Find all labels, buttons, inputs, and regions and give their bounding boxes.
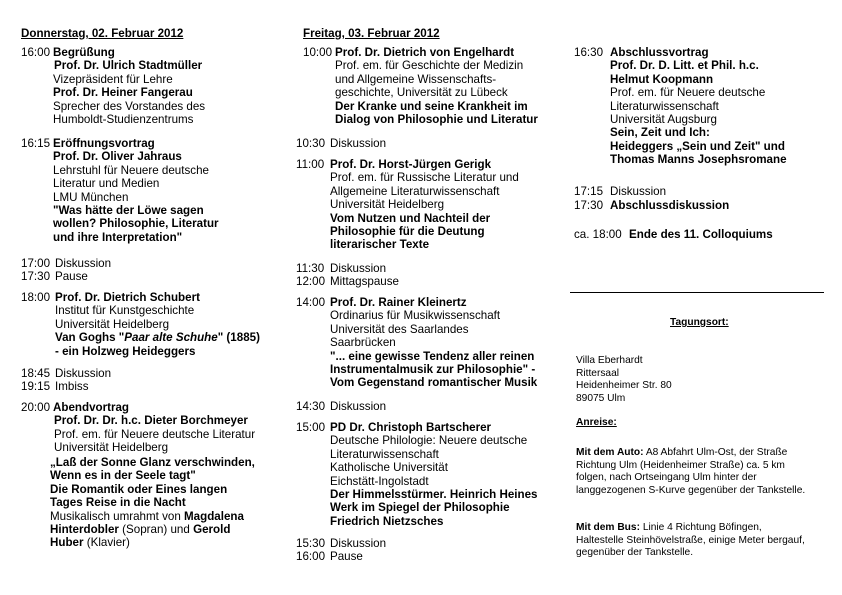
entry-time: 11:30 <box>296 262 325 275</box>
entry-line: Musikalisch umrahmt von Magdalena <box>50 509 244 523</box>
entry-time: 17:00 <box>21 257 51 270</box>
venue-title: Tagungsort: <box>670 317 729 328</box>
entry-line: Universität Heidelberg <box>54 441 169 455</box>
address-line: 89075 Ulm <box>576 392 626 404</box>
travel-heading: Anreise: <box>576 417 617 428</box>
entry-line: Begrüßung <box>53 46 115 59</box>
entry-line: Die Romantik oder Eines langen <box>50 482 228 496</box>
travel-title <box>576 417 617 430</box>
bus-line: Haltestelle Steinhövelstraße, einige Meter bergauf, <box>576 534 805 546</box>
schedule-entry <box>296 537 386 550</box>
schedule-entry <box>296 550 363 563</box>
entry-line: "... eine gewisse Tendenz aller reinen <box>330 349 535 363</box>
entry-line: Katholische Universität <box>330 461 448 475</box>
entry-line: Allgemeine Literaturwissenschaft <box>330 184 500 198</box>
entry-line: Lehrstuhl für Neuere deutsche <box>53 163 209 177</box>
venue-address <box>576 355 672 405</box>
schedule-entry <box>21 380 89 393</box>
entry-line: Sein, Zeit und Ich: <box>610 126 710 140</box>
entry-line: Prof. em. für Geschichte der Medizin <box>335 59 524 73</box>
schedule-entry <box>21 367 111 380</box>
entry-line: Vom Gegenstand romantischer Musik <box>330 376 538 390</box>
entry-line: Humboldt-Studienzentrums <box>53 113 194 127</box>
entry-line: Huber (Klavier) <box>50 536 130 550</box>
bus-line: Linie 4 Richtung Böfingen, <box>642 522 762 533</box>
day-heading: Donnerstag, 02. Februar 2012 <box>21 27 184 40</box>
entry-time: 17:30 <box>21 270 51 283</box>
entry-line: Diskussion <box>330 400 387 413</box>
schedule-entry <box>21 137 219 244</box>
entry-time: 20:00 <box>21 401 51 414</box>
car-line: langgezogenen S-Kurve gegenüber der Tankstelle. <box>576 484 806 496</box>
entry-line: Werk im Spiegel der Philosophie <box>330 501 510 515</box>
schedule-entry <box>21 401 255 455</box>
entry-line: Prof. Dr. Dietrich von Engelhardt <box>335 46 515 59</box>
schedule-entry <box>574 46 787 167</box>
entry-line: Pause <box>55 270 88 283</box>
schedule-entry <box>296 296 537 390</box>
entry-line: Prof. em. für Neuere deutsche <box>610 86 766 100</box>
entry-line: Van Goghs "Paar alte Schuhe" (1885) <box>55 331 260 345</box>
schedule-entry <box>21 46 205 126</box>
entry-time: 16:30 <box>574 46 604 59</box>
entry-line: Prof. em. für Neuere deutsche Literatur <box>54 427 256 441</box>
schedule-entry <box>296 275 399 288</box>
entry-line: Diskussion <box>55 257 112 270</box>
entry-time: 16:00 <box>296 550 326 563</box>
entry-line: Deutsche Philologie: Neuere deutsche <box>330 434 528 448</box>
section-divider <box>570 292 824 293</box>
address-line: Heidenheimer Str. 80 <box>576 380 672 392</box>
entry-line: Prof. em. für Russische Literatur und <box>330 171 519 185</box>
entry-time: 14:00 <box>296 296 326 309</box>
entry-time: 10:30 <box>296 137 326 150</box>
entry-line: Wenn es in der Seele tagt" <box>50 469 196 483</box>
entry-time: 11:00 <box>296 158 325 171</box>
schedule-entry <box>21 257 111 270</box>
entry-line: Eichstätt-Ingolstadt <box>330 474 429 488</box>
schedule-entry <box>574 228 773 241</box>
schedule-entry <box>21 291 260 358</box>
schedule-entry <box>574 199 729 212</box>
entry-line: Dialog von Philosophie und Literatur <box>335 113 538 127</box>
entry-line: Eröffnungsvortrag <box>53 137 155 150</box>
entry-line: Universität Heidelberg <box>330 198 445 212</box>
schedule-entry <box>296 262 386 275</box>
entry-line: Diskussion <box>610 185 667 198</box>
entry-line: Diskussion <box>330 537 387 550</box>
schedule-entry <box>296 400 386 413</box>
car-label: Mit dem Auto: <box>576 447 644 458</box>
entry-line: Hinterdobler (Sopran) und Gerold <box>50 523 231 537</box>
entry-line: Prof. Dr. Rainer Kleinertz <box>330 296 467 309</box>
entry-line: Abendvortrag <box>53 401 130 414</box>
entry-line: Abschlussvortrag <box>610 46 709 59</box>
entry-line: Ende des 11. Colloquiums <box>629 228 773 241</box>
schedule-entry <box>303 46 538 126</box>
entry-line: Helmut Koopmann <box>610 72 714 86</box>
entry-line: und ihre Interpretation" <box>53 230 183 244</box>
entry-line: Prof. Dr. Dietrich Schubert <box>55 291 200 304</box>
schedule-entry <box>296 421 537 528</box>
entry-time: 16:15 <box>21 137 51 150</box>
entry-line: Prof. Dr. Horst-Jürgen Gerigk <box>330 158 492 171</box>
entry-line: Pause <box>330 550 363 563</box>
entry-line: Sprecher des Vorstandes des <box>53 99 206 113</box>
entry-line: Literaturwissenschaft <box>330 447 439 461</box>
entry-line: und Allgemeine Wissenschafts- <box>335 72 497 86</box>
entry-line: Heideggers „Sein und Zeit" und <box>610 139 785 153</box>
schedule-entry <box>296 137 386 150</box>
day-heading: Freitag, 03. Februar 2012 <box>303 27 440 40</box>
entry-line: literarischer Texte <box>330 238 430 252</box>
entry-time: 17:15 <box>574 185 604 198</box>
entry-line: Diskussion <box>330 137 387 150</box>
entry-line: Imbiss <box>55 380 89 393</box>
entry-time: 18:45 <box>21 367 51 380</box>
entry-line: Der Himmelsstürmer. Heinrich Heines <box>330 488 538 502</box>
entry-line: Diskussion <box>55 367 112 380</box>
entry-line: Prof. Dr. Dr. h.c. Dieter Borchmeyer <box>54 414 248 428</box>
address-line: Villa Eberhardt <box>576 355 643 366</box>
entry-line: LMU München <box>53 190 129 204</box>
bus-line: gegenüber der Tankstelle. <box>576 547 694 559</box>
address-line: Rittersaal <box>576 367 620 379</box>
entry-line: Mittagspause <box>330 275 399 288</box>
entry-line: geschichte, Universität zu Lübeck <box>335 86 508 100</box>
entry-line: Institut für Kunstgeschichte <box>55 304 195 318</box>
schedule-entry <box>21 270 88 283</box>
entry-line: Universität Heidelberg <box>55 317 170 331</box>
schedule-entry-title <box>21 456 255 550</box>
entry-line: PD Dr. Christoph Bartscherer <box>330 421 492 434</box>
entry-time: 10:00 <box>303 46 333 59</box>
entry-time: 14:30 <box>296 400 326 413</box>
entry-line: Universität Augsburg <box>610 113 717 127</box>
entry-line: Instrumentalmusik zur Philosophie" - <box>330 363 536 377</box>
entry-line: Philosophie für die Deutung <box>330 225 485 239</box>
entry-line: Der Kranke und seine Krankheit im <box>335 99 528 113</box>
car-line: folgen, nach Ortseingang Ulm hinter der <box>576 472 757 484</box>
entry-line: "Was hätte der Löwe sagen <box>53 204 204 218</box>
entry-time: 15:30 <box>296 537 326 550</box>
travel-by-bus <box>576 522 805 560</box>
entry-line: Abschlussdiskussion <box>610 199 730 212</box>
entry-time: 18:00 <box>21 291 51 304</box>
entry-time: 17:30 <box>574 199 604 212</box>
bus-label: Mit dem Bus: <box>576 522 640 533</box>
entry-time: 12:00 <box>296 275 326 288</box>
entry-line: Prof. Dr. Ulrich Stadtmüller <box>54 59 203 73</box>
entry-time: ca. 18:00 <box>574 228 622 241</box>
entry-line: Literatur und Medien <box>53 177 160 191</box>
entry-line: Thomas Manns Josephsromane <box>610 153 787 167</box>
entry-line: Prof. Dr. D. Litt. et Phil. h.c. <box>610 59 759 73</box>
entry-line: wollen? Philosophie, Literatur <box>53 217 219 231</box>
entry-line: Vizepräsident für Lehre <box>53 72 173 86</box>
entry-line: Tages Reise in die Nacht <box>50 496 186 510</box>
entry-line: Friedrich Nietzsches <box>330 514 444 528</box>
entry-line: Prof. Dr. Oliver Jahraus <box>53 150 182 164</box>
car-line: A8 Abfahrt Ulm-Ost, der Straße <box>645 447 788 458</box>
entry-line: „Laß der Sonne Glanz verschwinden, <box>50 456 255 469</box>
entry-line: Saarbrücken <box>330 336 396 350</box>
schedule-entry <box>296 158 519 252</box>
entry-time: 19:15 <box>21 380 51 393</box>
entry-line: Ordinarius für Musikwissenschaft <box>330 309 501 323</box>
entry-time: 16:00 <box>21 46 51 59</box>
car-line: Richtung Ulm (Heidenheimer Straße) ca. 5 km <box>576 459 785 471</box>
entry-line: Prof. Dr. Heiner Fangerau <box>53 86 193 100</box>
entry-line: - ein Holzweg Heideggers <box>55 344 196 358</box>
travel-by-car <box>576 447 805 497</box>
entry-line: Literaturwissenschaft <box>610 99 719 113</box>
entry-line: Vom Nutzen und Nachteil der <box>330 211 491 225</box>
entry-line: Universität des Saarlandes <box>330 322 469 336</box>
schedule-entry <box>574 185 666 198</box>
entry-time: 15:00 <box>296 421 326 434</box>
entry-line: Diskussion <box>330 262 387 275</box>
